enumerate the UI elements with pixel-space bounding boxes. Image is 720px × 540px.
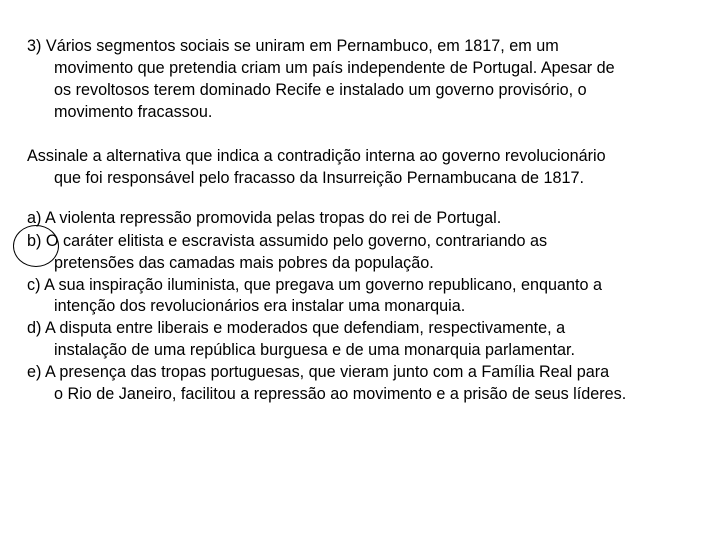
option-a-line-1: a) A violenta repressão promovida pelas tropas do rei de Portugal. (27, 209, 502, 227)
option-c-line-1: c) A sua inspiração iluminista, que pregava um governo republicano, enquanto a (27, 276, 603, 294)
instruction-line-1: Assinale a alternativa que indica a contradição interna ao governo revolucionário (27, 147, 606, 165)
question-line-2: movimento que pretendia criam um país independente de Portugal. Apesar de (54, 59, 615, 77)
option-b-line-1: b) O caráter elitista e escravista assumido pelo governo, contrariando as (27, 232, 548, 250)
question-line-1: 3) Vários segmentos sociais se uniram em Pernambuco, em 1817, em um (27, 37, 559, 55)
answer-circle-mark (13, 225, 59, 267)
option-d-line-2: instalação de uma república burguesa e de uma monarquia parlamentar. (54, 341, 576, 359)
option-e-line-1: e) A presença das tropas portuguesas, que vieram junto com a Família Real para (27, 363, 610, 381)
option-e-line-2: o Rio de Janeiro, facilitou a repressão ao movimento e a prisão de seus líderes. (54, 385, 627, 403)
option-c-line-2: intenção dos revolucionários era instalar uma monarquia. (54, 297, 466, 315)
question-line-3: os revoltosos terem dominado Recife e instalado um governo provisório, o (54, 81, 587, 99)
option-b-line-2: pretensões das camadas mais pobres da população. (54, 254, 434, 272)
question-line-4: movimento fracassou. (54, 103, 213, 121)
option-d-line-1: d) A disputa entre liberais e moderados que defendiam, respectivamente, a (27, 319, 566, 337)
instruction-line-2: que foi responsável pelo fracasso da Insurreição Pernambucana de 1817. (54, 169, 585, 187)
